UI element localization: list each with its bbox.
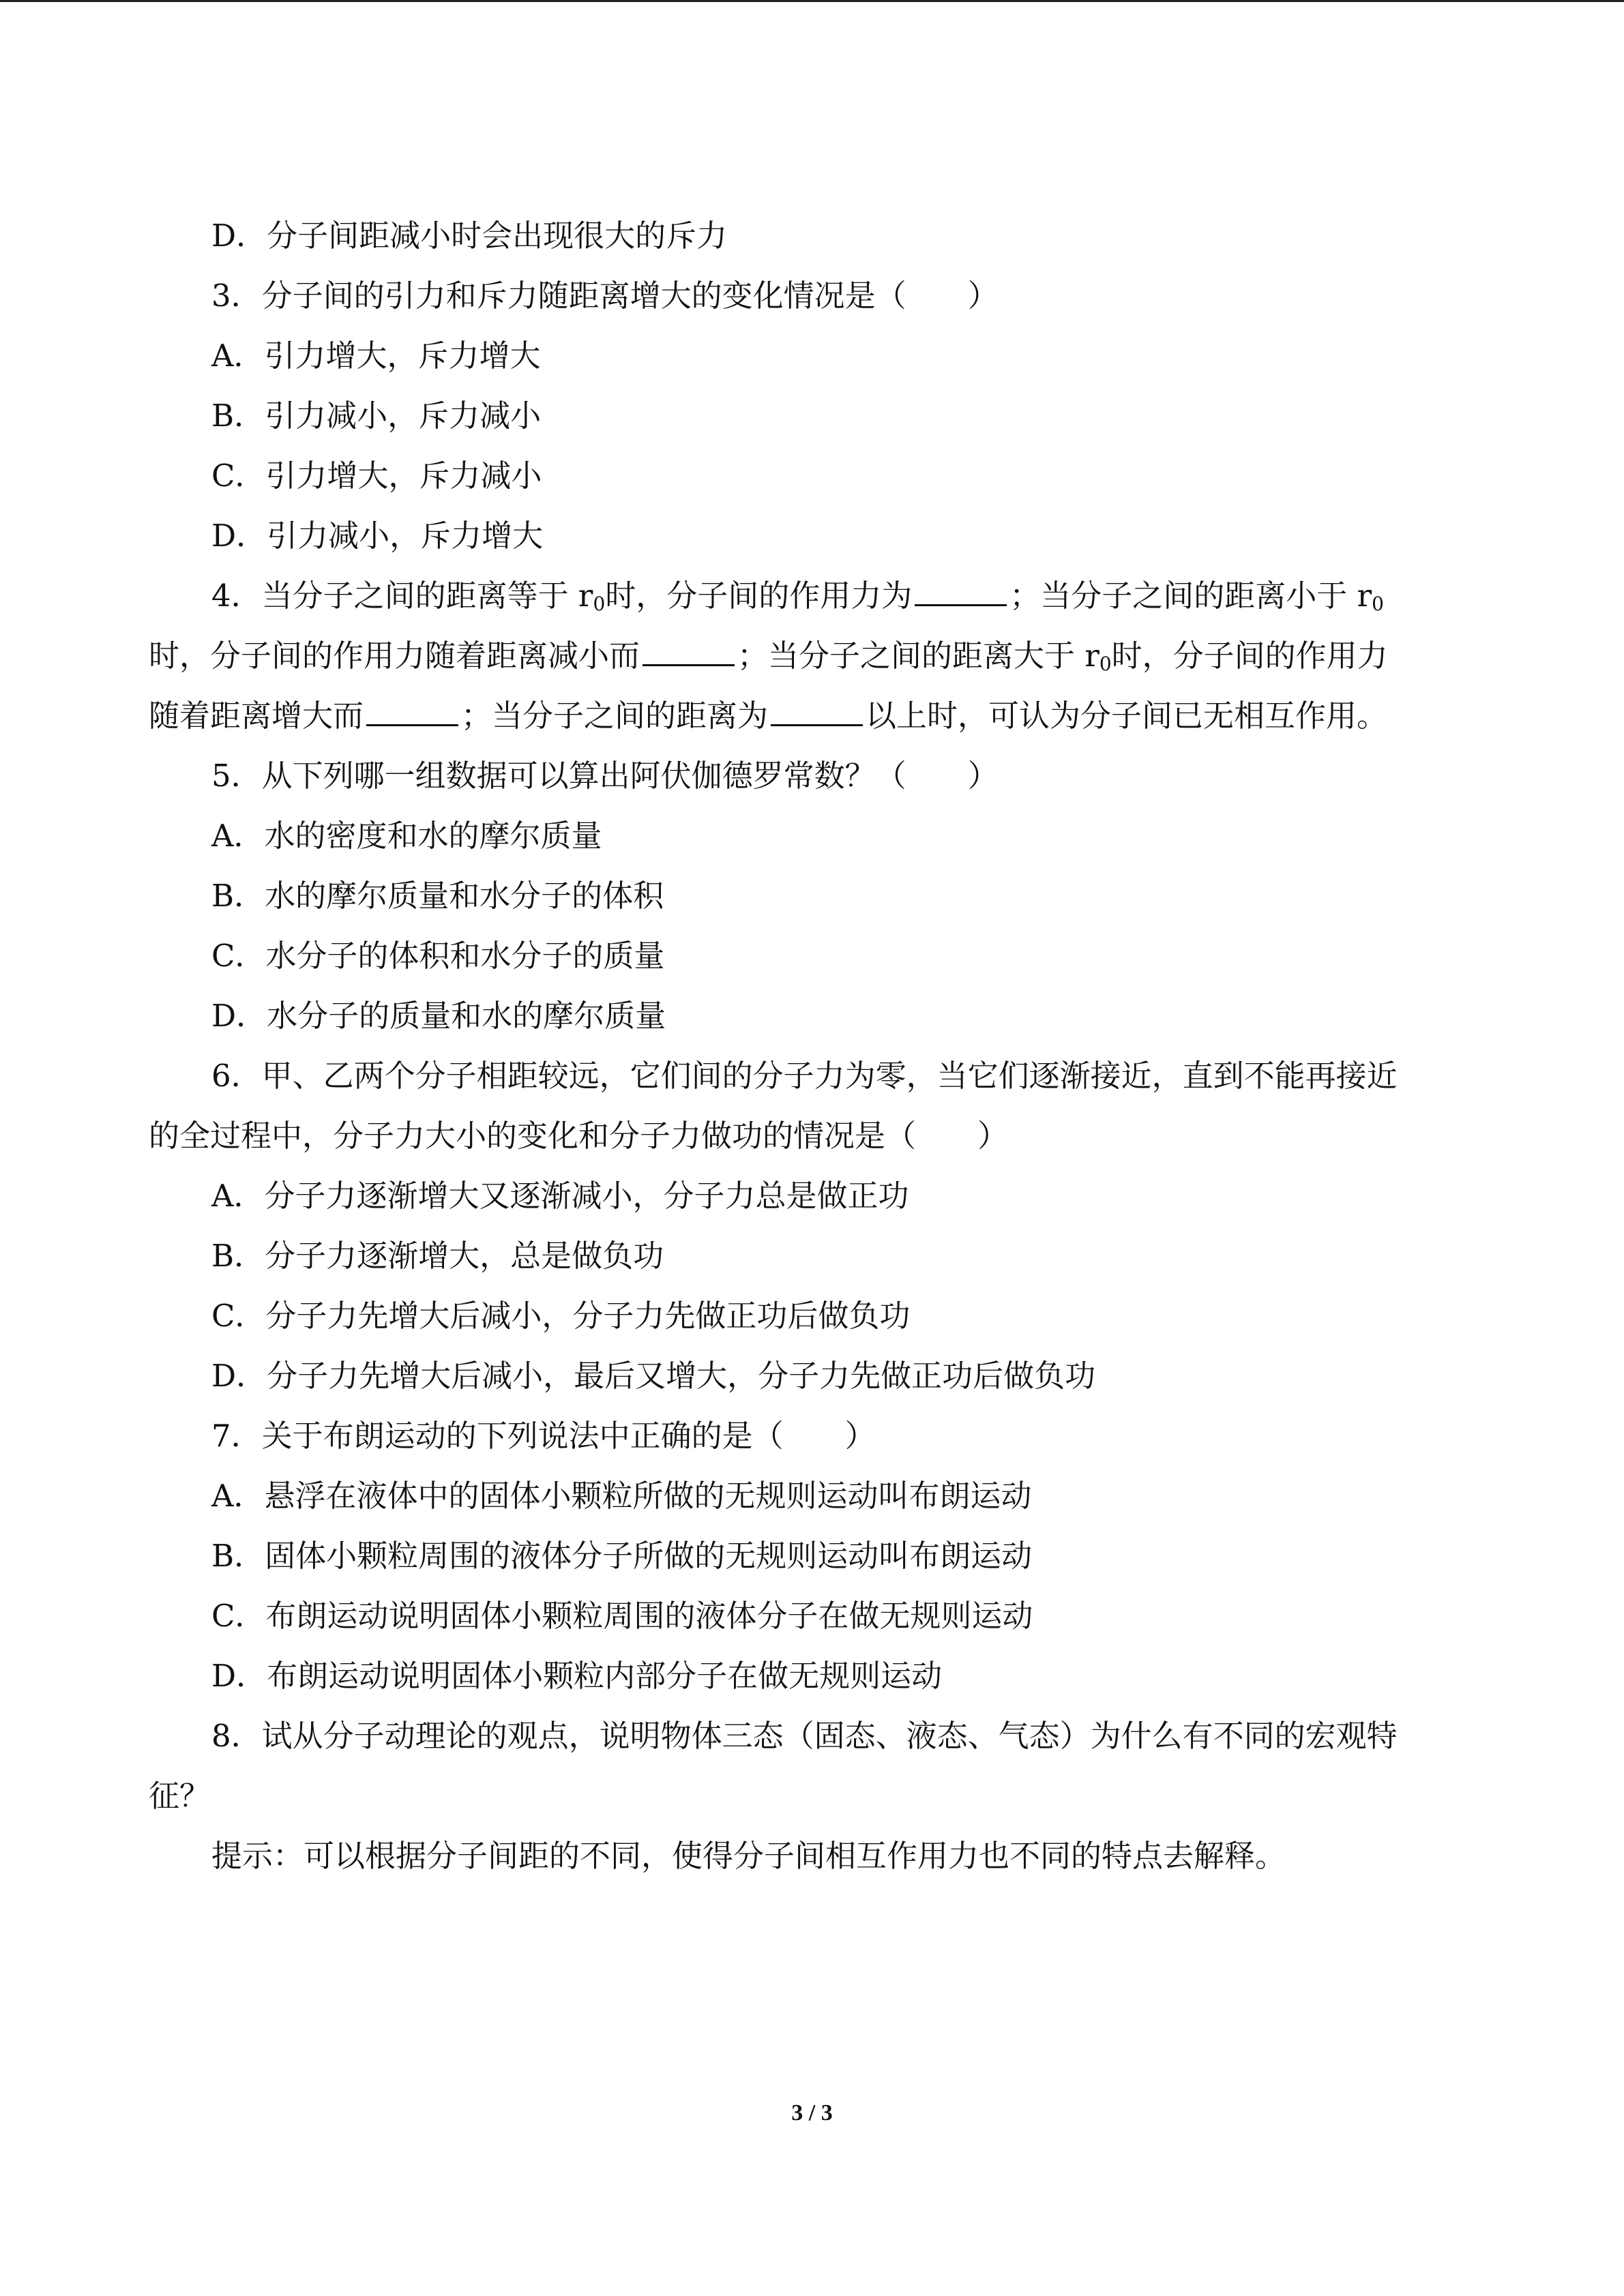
q6-option-d: D．分子力先增大后减小，最后又增大，分子力先做正功后做负功 — [211, 1358, 1096, 1394]
q6-option-c: C．分子力先增大后减小，分子力先做正功后做负功 — [211, 1298, 911, 1334]
q4-text-9: 以上时，可认为分子间已无相互作用。 — [866, 698, 1388, 734]
q4-text-7: 随着距离增大而 — [149, 698, 364, 734]
q4-subscript-1: 0 — [593, 593, 606, 615]
q3-option-a: A．引力增大，斥力增大 — [211, 338, 541, 374]
q3-stem: 3．分子间的引力和斥力随距离增大的变化情况是（ ） — [211, 278, 999, 314]
q6-option-b: B．分子力逐渐增大，总是做负功 — [211, 1238, 664, 1274]
q4-blank-4[interactable] — [771, 698, 863, 726]
q7-stem: 7．关于布朗运动的下列说法中正确的是（ ） — [211, 1418, 876, 1454]
q5-option-a: A．水的密度和水的摩尔质量 — [211, 818, 602, 854]
q4-line-2 — [149, 636, 1388, 676]
q5-option-c: C．水分子的体积和水分子的质量 — [211, 938, 665, 974]
page-number: 3 / 3 — [791, 2100, 833, 2126]
q2-option-d: D．分子间距减小时会出现很大的斥力 — [211, 218, 728, 254]
q4-text-5: ；当分子之间的距离大于 r — [737, 638, 1099, 674]
q8-stem-line-1: 8．试从分子动理论的观点，说明物体三态（固态、液态、气态）为什么有不同的宏观特 — [211, 1718, 1398, 1754]
q7-option-b: B．固体小颗粒周围的液体分子所做的无规则运动叫布朗运动 — [211, 1538, 1033, 1574]
q4-line-1 — [211, 576, 1384, 616]
q8-hint: 提示：可以根据分子间距的不同，使得分子间相互作用力也不同的特点去解释。 — [211, 1838, 1286, 1874]
q4-subscript-2: 0 — [1372, 593, 1384, 615]
q5-stem: 5．从下列哪一组数据可以算出阿伏伽德罗常数？（ ） — [211, 758, 999, 794]
q7-option-a: A．悬浮在液体中的固体小颗粒所做的无规则运动叫布朗运动 — [211, 1478, 1032, 1514]
q7-option-d: D．布朗运动说明固体小颗粒内部分子在做无规则运动 — [211, 1658, 943, 1694]
q3-option-b: B．引力减小，斥力减小 — [211, 398, 542, 434]
q4-text-6: 时，分子间的作用力 — [1111, 638, 1388, 674]
q4-line-3 — [149, 696, 1387, 736]
q4-text-4: 时，分子间的作用力随着距离减小而 — [149, 638, 640, 674]
q5-option-d: D．水分子的质量和水的摩尔质量 — [211, 998, 666, 1034]
q4-subscript-3: 0 — [1099, 653, 1112, 675]
q4-text-1: 4．当分子之间的距离等于 r — [211, 578, 593, 614]
q8-stem-line-2: 征？ — [149, 1778, 211, 1814]
q4-blank-1[interactable] — [915, 578, 1007, 606]
q6-option-a: A．分子力逐渐增大又逐渐减小，分子力总是做正功 — [211, 1178, 909, 1214]
q4-blank-3[interactable] — [366, 698, 458, 726]
q4-blank-2[interactable] — [643, 638, 735, 666]
q4-text-8: ；当分子之间的距离为 — [461, 698, 769, 734]
q4-text-2: 时，分子间的作用力为 — [605, 578, 913, 614]
q7-option-c: C．布朗运动说明固体小颗粒周围的液体分子在做无规则运动 — [211, 1598, 1033, 1634]
q6-stem-line-2: 的全过程中，分子力大小的变化和分子力做功的情况是（ ） — [149, 1118, 1009, 1154]
q6-stem-line-1: 6．甲、乙两个分子相距较远，它们间的分子力为零，当它们逐渐接近，直到不能再接近 — [211, 1058, 1398, 1094]
q4-text-3: ；当分子之间的距离小于 r — [1009, 578, 1372, 614]
q5-option-b: B．水的摩尔质量和水分子的体积 — [211, 878, 664, 914]
q3-option-d: D．引力减小，斥力增大 — [211, 518, 544, 554]
q3-option-c: C．引力增大，斥力减小 — [211, 458, 542, 494]
